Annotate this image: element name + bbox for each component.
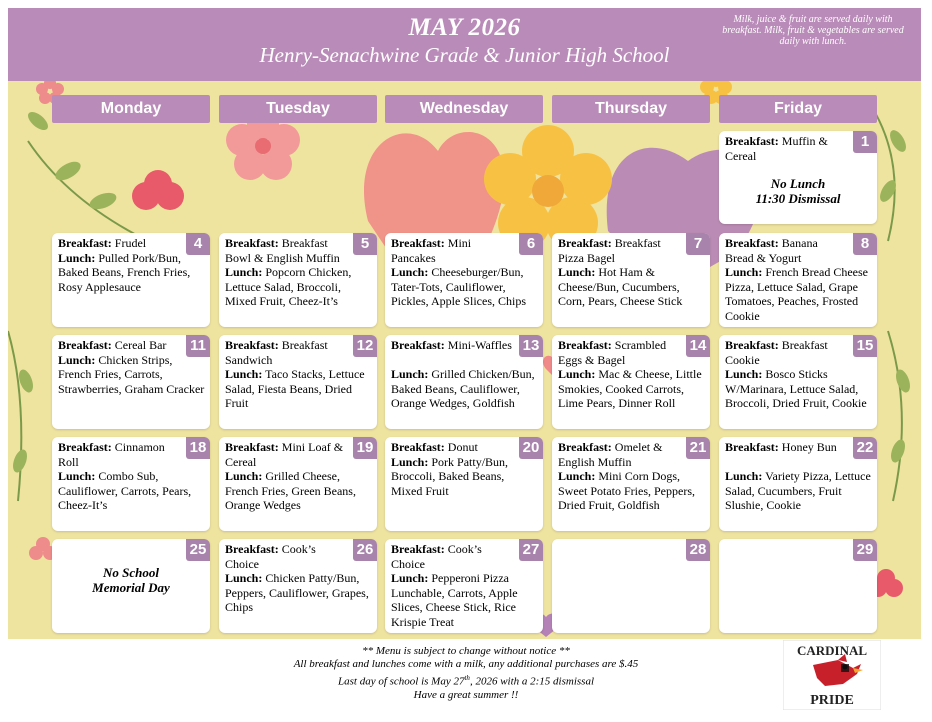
day-number: 18 [186,437,210,459]
day-number: 19 [353,437,377,459]
day-number: 28 [686,539,710,561]
menu-lunch-text: Lunch: Hot Ham & Cheese/Bun, Cucumbers, Corn, Pears, Cheese Stick [558,265,683,308]
day-header-wednesday: Wednesday [385,95,543,123]
menu-text: Breakfast: Cinnamon Roll [58,440,165,469]
no-school-note: No School Memorial Day [92,565,170,595]
day-cell-11 [52,335,210,429]
day-number: 14 [686,335,710,357]
menu-text: Breakfast: Mini Pancakes [391,236,472,265]
day-cell-20 [385,437,543,531]
menu-lunch-text: Lunch: Taco Stacks, Lettuce Salad, Fiesta Beans, Dried Fruit [225,367,365,410]
menu-text: Breakfast: Honey Bun [725,440,837,454]
menu-lunch-text: Lunch: Cheeseburger/Bun, Tater-Tots, Cauliflower, Pickles, Apple Slices, Chips [391,265,526,308]
day-number: 21 [686,437,710,459]
footer-line-1: ** Menu is subject to change without notice ** [362,645,570,657]
menu-text: Breakfast: Mini-Waffles [391,338,512,352]
day-number: 12 [353,335,377,357]
menu-text: Breakfast: Donut Lunch: Pork Patty/Bun, Broccoli, Baked Beans, Mixed Fruit [391,440,509,498]
day-number: 29 [853,539,877,561]
day-number: 20 [519,437,543,459]
daily-serving-note: Milk, juice & fruit are served daily with breakfast. Milk, fruit & vegetables are served daily with lunch. [722,14,904,47]
day-cell-12 [219,335,377,429]
menu-text: Breakfast: Scrambled Eggs & Bagel [558,338,667,367]
calendar-canvas [8,81,921,639]
no-lunch-note: No Lunch 11:30 Dismissal [755,176,841,206]
day-cell-29 [719,539,877,633]
day-number: 11 [186,335,210,357]
menu-text: Breakfast: Breakfast Bowl & English Muffin [225,236,340,265]
day-cell-13 [385,335,543,429]
day-cell-21 [552,437,710,531]
day-header-monday: Monday [52,95,210,123]
svg-text:PRIDE: PRIDE [810,693,854,708]
day-number: 1 [853,131,877,153]
day-cell-28 [552,539,710,633]
menu-text: Breakfast: Banana Bread & Yogurt [725,236,818,265]
footer-line-2: All breakfast and lunches come with a milk, any additional purchases are $.45 [293,658,639,671]
menu-lunch-text: Lunch: Bosco Sticks W/Marinara, Lettuce Salad, Broccoli, Dried Fruit, Cookie [725,367,867,410]
day-cell-26 [219,539,377,633]
day-number: 22 [853,437,877,459]
day-cell-22 [719,437,877,531]
day-number: 27 [519,539,543,561]
day-header-thursday: Thursday [552,95,710,123]
menu-text: Breakfast: Breakfast Sandwich [225,338,328,367]
day-number: 13 [519,335,543,357]
footer-line-3: Last day of school is May 27th, 2026 with a 2:15 dismissal [337,673,595,688]
menu-text: Breakfast: Omelet & English Muffin [558,440,663,469]
day-number: 5 [353,233,377,255]
menu-lunch-text: Lunch: Chicken Patty/Bun, Peppers, Cauliflower, Grapes, Chips [225,571,369,614]
day-cell-5 [219,233,377,327]
menu-text: Breakfast: Cereal Bar Lunch: Chicken Strips, French Fries, Carrots, Strawberries, Graham Cracker [58,338,205,396]
day-cell-4 [52,233,210,327]
day-number: 6 [519,233,543,255]
day-number: 4 [186,233,210,255]
day-cell-14 [552,335,710,429]
menu-text: Breakfast: Breakfast Cookie [725,338,828,367]
day-number: 25 [186,539,210,561]
school-name: Henry-Senachwine Grade & Junior High School [259,43,670,67]
menu-lunch-text: Lunch: French Bread Cheese Pizza, Lettuce Salad, Grape Tomatoes, Peaches, Frosted Cookie [725,265,868,323]
day-number: 8 [853,233,877,255]
menu-text: Breakfast: Mini Loaf & Cereal [225,440,344,469]
footer-line-4: Have a great summer !! [413,688,519,701]
svg-text:CARDINAL: CARDINAL [796,643,868,658]
day-cell-25 [52,539,210,633]
menu-lunch-text: Lunch: Combo Sub, Cauliflower, Carrots, Pears, Cheez-It’s [58,469,192,512]
day-cell-6 [385,233,543,327]
menu-lunch-text: Lunch: Variety Pizza, Lettuce Salad, Cucumbers, Fruit Slushie, Cookie [725,469,871,512]
day-number: 15 [853,335,877,357]
day-number: 26 [353,539,377,561]
day-cell-7 [552,233,710,327]
menu-text: Breakfast: Muffin & Cereal [725,134,828,163]
menu-text: Breakfast: Breakfast Pizza Bagel [558,236,661,265]
day-cell-27 [385,539,543,633]
day-cell-1 [719,131,877,224]
day-cell-15 [719,335,877,429]
menu-lunch-text: Lunch: Mac & Cheese, Little Smokies, Cooked Carrots, Lime Pears, Dinner Roll [558,367,702,410]
day-cell-19 [219,437,377,531]
day-header-tuesday: Tuesday [219,95,377,123]
menu-lunch-text: Lunch: Grilled Cheese, French Fries, Green Beans, Orange Wedges [225,469,356,512]
cardinal-pride-logo [783,640,881,710]
day-header-friday: Friday [719,95,877,123]
menu-text: Breakfast: Cook’s Choice [391,542,482,571]
calendar-header [8,8,921,81]
menu-lunch-text: Lunch: Popcorn Chicken, Lettuce Salad, Broccoli, Mixed Fruit, Cheez-It’s [225,265,352,308]
day-number: 7 [686,233,710,255]
menu-text: Breakfast: Cook’s Choice [225,542,316,571]
day-cell-18 [52,437,210,531]
menu-lunch-text: Lunch: Grilled Chicken/Bun, Baked Beans, Cauliflower, Orange Wedges, Goldfish [391,367,535,410]
menu-text: Breakfast: Frudel Lunch: Pulled Pork/Bun, Baked Beans, French Fries, Rosy Applesauce [58,236,191,294]
menu-lunch-text: Lunch: Pepperoni Pizza Lunchable, Carrots, Apple Slices, Cheese Stick, Rice Krispie Treat [391,571,518,629]
month-title: MAY 2026 [408,14,521,41]
menu-lunch-text: Lunch: Mini Corn Dogs, Sweet Potato Fries, Peppers, Dried Fruit, Goldfish [558,469,695,512]
day-cell-8 [719,233,877,327]
